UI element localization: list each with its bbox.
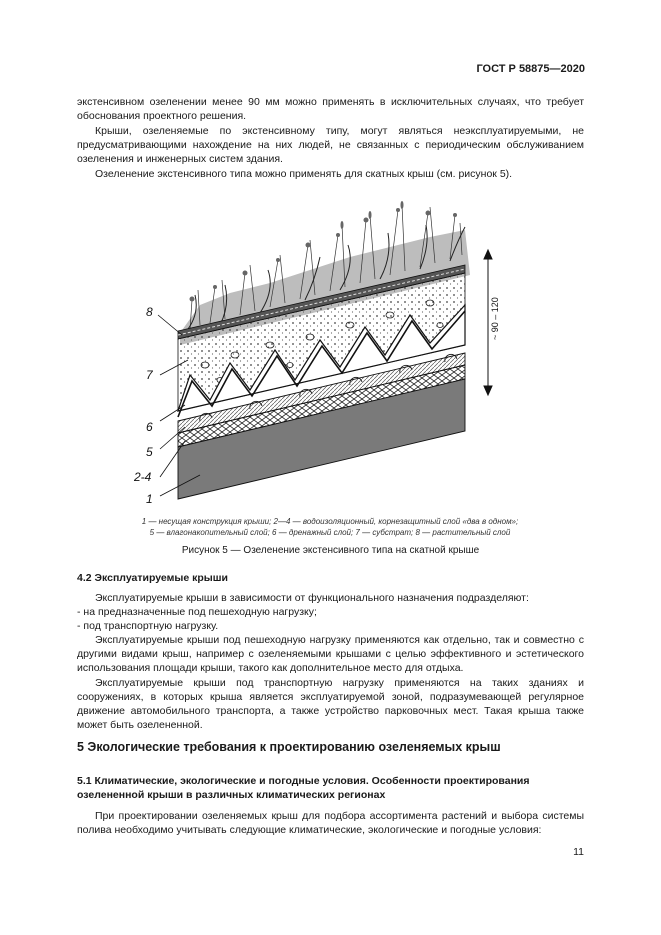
paragraph-non-exploited-roofs: Крыши, озеленяемые по экстенсивному типу, могут являться неэксплуатируемыми, не предусматривающими нахождение на них людей, не связанных с периодическим обслуживанием озеленения и инженерных систем здания. — [77, 125, 584, 165]
figure-label-8: 8 — [146, 305, 153, 319]
paragraph-exploited-intro: Эксплуатируемые крыши в зависимости от функционального назначения подразделяют: — [95, 592, 529, 604]
section-4-2-heading: 4.2 Эксплуатируемые крыши — [77, 572, 228, 584]
figure-label-5: 5 — [146, 445, 153, 459]
figure-label-6: 6 — [146, 420, 153, 434]
list-item-transport: - под транспортную нагрузку. — [77, 620, 219, 632]
paragraph-transport-roofs: Эксплуатируемые крыши под транспортную нагрузку применяются на таких зданиях и сооружениях, в которых крыша является эксплуатируемой зоной, подразумевающей регулярное движение автомобильного транспорта, а также устройство парковочных мест. Такая крыша также может быть озелененной. — [77, 677, 584, 731]
paragraph-climate-conditions: При проектировании озеленяемых крыш для подбора ассортимента растений и выбора системы полива необходимо учитывать следующие климатические, экологические и погодные условия: — [77, 810, 584, 836]
list-item-pedestrian: - на предназначенные под пешеходную нагрузку; — [77, 606, 317, 618]
figure-legend-line-1: 1 — несущая конструкция крыши; 2—4 — водоизоляционный, корнезащитный слой «два в одном»; — [141, 517, 519, 526]
standard-number: ГОСТ Р 58875—2020 — [476, 63, 585, 75]
page-number: 11 — [573, 846, 584, 858]
paragraph-intro: экстенсивном озеленении менее 90 мм можно применять в исключительных случаях, что требует обоснования проектного решения. — [77, 96, 584, 122]
figure-caption: Рисунок 5 — Озеленение экстенсивного типа на скатной крыше — [181, 545, 480, 556]
green-roof-section-figure — [130, 195, 510, 507]
paragraph-figure-reference: Озеленение экстенсивного типа можно применять для скатных крыш (см. рисунок 5). — [95, 168, 513, 180]
section-5-1-heading: 5.1 Климатические, экологические и погодные условия. Особенности проектирования озелененной крыши в различных климатических регионах — [77, 775, 530, 801]
figure-legend-line-2: 5 — влагонакопительный слой; 6 — дренажный слой; 7 — субстрат; 8 — растительный слой — [149, 528, 511, 537]
figure-label-1: 1 — [146, 492, 153, 506]
dimension-label: ~ 90 – 120 — [490, 297, 500, 340]
figure-label-7: 7 — [146, 368, 153, 382]
figure-label-2-4: 2-4 — [134, 470, 152, 484]
section-5-heading: 5 Экологические требования к проектированию озеленяемых крыш — [77, 740, 501, 754]
paragraph-pedestrian-roofs: Эксплуатируемые крыши под пешеходную нагрузку применяются как отдельно, так и совместно с другими видами крыш, например с озеленяемыми крышами с целью эффективного и эстетического использования площади крыши, такого как дополнительное место для отдыха. — [77, 634, 584, 674]
